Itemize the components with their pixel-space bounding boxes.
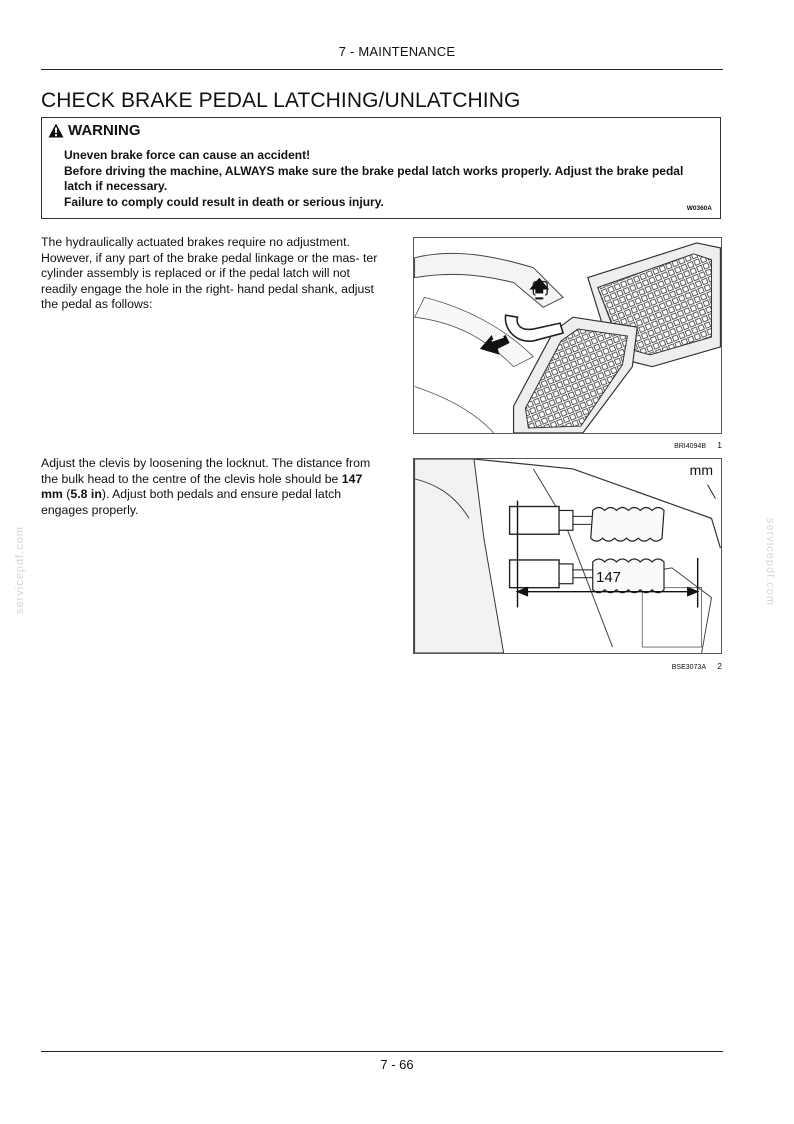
clevis-text-2: ). Adjust both pedals and ensure pedal latch engages properly.	[41, 487, 342, 517]
warning-line: Failure to comply could result in death or serious injury.	[64, 194, 384, 209]
footer-rule	[41, 1051, 723, 1052]
figure-number: 2	[717, 661, 722, 671]
warning-triangle-icon	[48, 123, 64, 138]
clevis-text-1: Adjust the clevis by loosening the locknut. The distance from the bulk head to the centre of the clevis hole should be	[41, 456, 371, 486]
figure-2-caption	[413, 661, 722, 671]
brake-pedals-illustration	[414, 238, 721, 433]
distance-in: 5.8 in	[70, 487, 102, 501]
section-header: 7 - MAINTENANCE	[338, 44, 456, 59]
header-rule	[41, 69, 723, 70]
lower-clevis-assembly	[510, 559, 664, 593]
unit-label: mm	[689, 462, 713, 478]
distance-mm: 147 mm	[41, 471, 363, 501]
dimension-value: 147	[596, 569, 622, 586]
warning-heading-text: WARNING	[68, 122, 141, 139]
warning-box	[41, 117, 721, 219]
intro-paragraph: The hydraulically actuated brakes require no adjustment. However, if any part of the brake pedal linkage or the mas- ter cylinder assembly is replaced or if the pedal latch will not readily engage the hole in the right- hand pedal shank, adjust the pedal as follows:	[41, 235, 378, 311]
figure-1-caption	[413, 440, 722, 450]
page-title: CHECK BRAKE PEDAL LATCHING/UNLATCHING	[41, 89, 521, 112]
page-number: 7 - 66	[380, 1057, 414, 1072]
watermark-left: servicepdf.com	[14, 526, 26, 614]
warning-line: Before driving the machine, ALWAYS make sure the brake pedal latch works properly. Adjust the brake pedal latch if necessary.	[64, 163, 684, 193]
figure-code: BRI4094B	[674, 443, 706, 450]
watermark-right: servicepdf.com	[764, 518, 776, 606]
clevis-text-paren: (	[62, 487, 71, 501]
figure-clevis-dimension	[413, 458, 722, 654]
warning-line: Uneven brake force can cause an accident!	[64, 148, 311, 162]
clevis-paragraph	[41, 456, 385, 518]
warning-text	[64, 148, 710, 210]
figure-code: BSE3073A	[671, 664, 706, 671]
figure-brake-pedals	[413, 237, 722, 434]
upper-clevis-assembly	[510, 507, 664, 542]
clevis-illustration	[414, 459, 721, 653]
figure-number: 1	[717, 440, 722, 450]
warning-heading	[48, 122, 141, 139]
warning-code: W0360A	[686, 205, 712, 212]
